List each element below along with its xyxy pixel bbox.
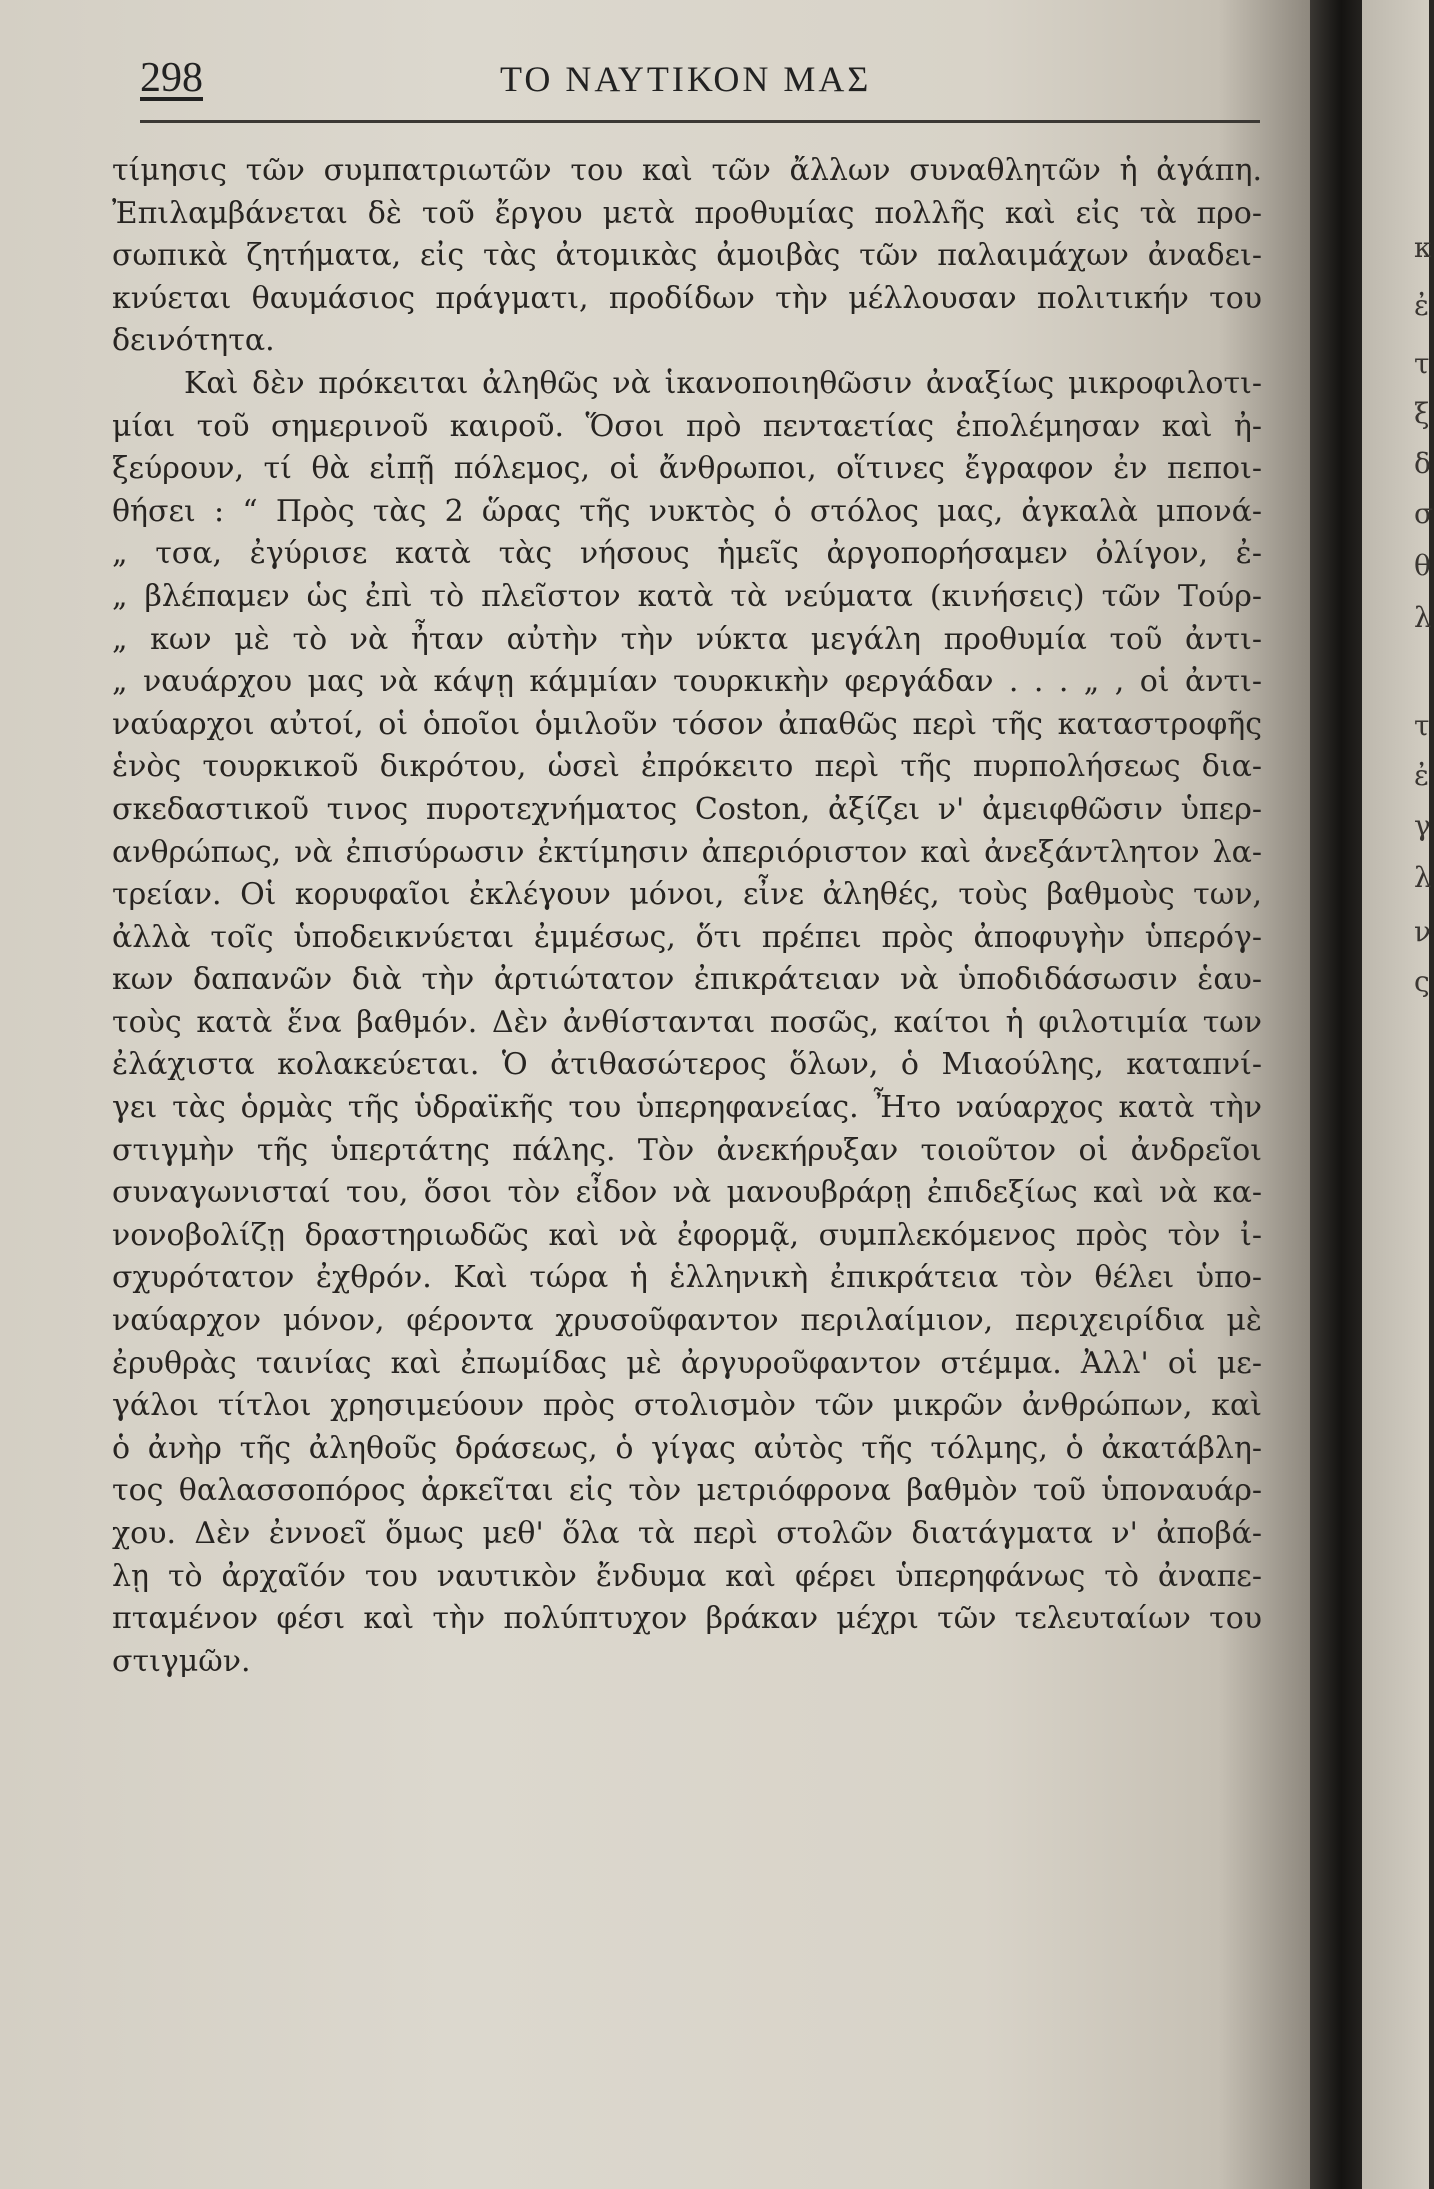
- facing-page-letter: τ: [1414, 347, 1430, 380]
- page-header: [140, 54, 1260, 110]
- text-line: γάλοι τίτλοι χρησιμεύουν πρὸς στολισμὸν τῶν μικρῶν ἀνθρώπων, καὶ: [112, 1388, 1262, 1424]
- text-line: σωπικὰ ζητήματα, εἰς τὰς ἀτομικὰς ἀμοιβὰς τῶν παλαιμάχων ἀναδει-: [112, 238, 1262, 274]
- text-line: τίμησις τῶν συμπατριωτῶν του καὶ τῶν ἄλλων συναθλητῶν ἡ ἀγάπη.: [112, 153, 1262, 188]
- page-number: 298: [140, 55, 203, 101]
- text-line: συναγωνισταί του, ὅσοι τὸν εἶδον νὰ μανουβράρῃ ἐπιδεξίως καὶ νὰ κα-: [112, 1175, 1262, 1211]
- facing-page-letter: λ: [1414, 601, 1432, 634]
- facing-page-letter: σ: [1414, 497, 1434, 530]
- text-line: στιγμῶν.: [112, 1643, 251, 1679]
- text-line: κνύεται θαυμάσιος πράγματι, προδίδων τὴν μέλλουσαν πολιτικήν του: [112, 280, 1262, 316]
- text-line: ανθρώπως, νὰ ἐπισύρωσιν ἐκτίμησιν ἀπεριόριστον καὶ ἀνεξάντλητον λα-: [112, 834, 1262, 870]
- text-line: ναύαρχοι αὐτοί, οἱ ὁποῖοι ὁμιλοῦν τόσον ἀπαθῶς περὶ τῆς καταστροφῆς: [112, 706, 1262, 742]
- text-line: σκεδαστικοῦ τινος πυροτεχνήματος Coston, ἀξίζει ν' ἀμειφθῶσιν ὑπερ-: [112, 791, 1262, 827]
- text-line: τοὺς κατὰ ἕνα βαθμόν. Δὲν ἀνθίστανται ποσῶς, καίτοι ἡ φιλοτιμία των: [112, 1004, 1262, 1040]
- facing-page-letter: γ: [1414, 809, 1431, 842]
- text-line: Καὶ δὲν πρόκειται ἀληθῶς νὰ ἱκανοποιηθῶσιν ἀναξίως μικροφιλοτι-: [184, 365, 1262, 401]
- facing-page-letter: ἐ: [1414, 759, 1430, 792]
- text-line: ὁ ἀνὴρ τῆς ἀληθοῦς δράσεως, ὁ γίγας αὐτὸς τῆς τόλμης, ὁ ἀκατάβλη-: [112, 1430, 1262, 1466]
- facing-page-letter: κ: [1414, 231, 1432, 264]
- text-line: δεινότητα.: [112, 323, 275, 359]
- facing-page-letter: ν: [1414, 915, 1432, 948]
- facing-page-letter: δ: [1414, 447, 1431, 480]
- running-title: ΤΟ ΝΑΥΤΙΚΟΝ ΜΑΣ: [500, 59, 872, 99]
- text-line: „ βλέπαμεν ὡς ἐπὶ τὸ πλεῖστον κατὰ τὰ νεύματα (κινήσεις) τῶν Τούρ-: [112, 578, 1262, 614]
- text-line: ἐρυθρὰς ταινίας καὶ ἐπωμίδας μὲ ἀργυροῦφαντον στέμμα. Ἀλλ' οἱ με-: [112, 1345, 1262, 1381]
- text-line: ξεύρουν, τί θὰ εἰπῇ πόλεμος, οἱ ἄνθρωποι, οἵτινες ἔγραφον ἐν πεποι-: [112, 451, 1262, 487]
- text-line: κων δαπανῶν διὰ τὴν ἀρτιώτατον ἐπικράτειαν νὰ ὑποδιδάσωσιν ἑαυ-: [112, 962, 1262, 998]
- text-line: στιγμὴν τῆς ὑπερτάτης πάλης. Τὸν ἀνεκήρυξαν τοιοῦτον οἱ ἀνδρεῖοι: [112, 1132, 1262, 1168]
- text-line: ἑνὸς τουρκικοῦ δικρότου, ὡσεὶ ἐπρόκειτο περὶ τῆς πυρπολήσεως δια-: [112, 749, 1262, 785]
- facing-page-letter: ἐ: [1414, 289, 1430, 322]
- body-text: [112, 150, 1262, 1683]
- text-line: „ ναυάρχου μας νὰ κάψῃ κάμμίαν τουρκικὴν φεργάδαν . . . „ , οἱ ἀντι-: [112, 664, 1262, 700]
- text-line: σχυρότατον ἐχθρόν. Καὶ τώρα ἡ ἑλληνικὴ ἐπικράτεια τὸν θέλει ὑπο-: [112, 1260, 1262, 1296]
- text-line: ἀλλὰ τοῖς ὑποδεικνύεται ἐμμέσως, ὅτι πρέπει πρὸς ἀποφυγὴν ὑπερόγ-: [112, 919, 1262, 955]
- text-line: μίαι τοῦ σημερινοῦ καιροῦ. Ὅσοι πρὸ πενταετίας ἐπολέμησαν καὶ ἠ-: [112, 408, 1262, 444]
- text-line: νονοβολίζῃ δραστηριωδῶς καὶ νὰ ἐφορμᾷ, συμπλεκόμενος πρὸς τὸν ἰ-: [112, 1217, 1262, 1253]
- text-line: θήσει : “ Πρὸς τὰς 2 ὥρας τῆς νυκτὸς ὁ στόλος μας, ἀγκαλὰ μπονά-: [112, 493, 1262, 529]
- text-line: ἐλάχιστα κολακεύεται. Ὁ ἀτιθασώτερος ὅλων, ὁ Μιαούλης, καταπνί-: [112, 1047, 1262, 1083]
- text-line: ναύαρχον μόνον, φέροντα χρυσοῦφαντον περιλαίμιον, περιχειρίδια μὲ: [112, 1303, 1262, 1339]
- facing-page-letter: τ: [1414, 709, 1430, 742]
- facing-page-letter: ξ: [1414, 397, 1430, 430]
- text-line: τος θαλασσοπόρος ἀρκεῖται εἰς τὸν μετριόφρονα βαθμὸν τοῦ ὑποναυάρ-: [112, 1473, 1262, 1509]
- text-line: λῃ τὸ ἀρχαῖόν του ναυτικὸν ἔνδυμα καὶ φέρει ὑπερηφάνως τὸ ἀναπε-: [112, 1558, 1262, 1594]
- text-line: „ τσα, ἐγύρισε κατὰ τὰς νήσους ἡμεῖς ἀργοπορήσαμεν ὀλίγον, ἐ-: [112, 536, 1262, 572]
- facing-page-edge: [1362, 0, 1434, 2189]
- text-line: τρείαν. Οἱ κορυφαῖοι ἐκλέγουν μόνοι, εἶνε ἀληθές, τοὺς βαθμοὺς των,: [112, 877, 1262, 913]
- facing-page-letter: λ: [1414, 861, 1432, 894]
- text-line: γει τὰς ὁρμὰς τῆς ὑδραϊκῆς του ὑπερηφανείας. Ἦτο ναύαρχος κατὰ τὴν: [112, 1090, 1262, 1126]
- facing-page-letter: ς: [1414, 965, 1430, 998]
- text-line: Ἐπιλαμβάνεται δὲ τοῦ ἔργου μετὰ προθυμίας πολλῆς καὶ εἰς τὰ προ-: [112, 195, 1262, 231]
- header-rule: [140, 120, 1260, 123]
- text-line: πταμένον φέσι καὶ τὴν πολύπτυχον βράκαν μέχρι τῶν τελευταίων του: [112, 1601, 1262, 1637]
- text-line: „ κων μὲ τὸ νὰ ἦταν αὐτὴν τὴν νύκτα μεγάλη προθυμία τοῦ ἀντι-: [112, 621, 1262, 657]
- book-gutter: [1310, 0, 1362, 2189]
- text-line: χου. Δὲν ἐννοεῖ ὅμως μεθ' ὅλα τὰ περὶ στολῶν διατάγματα ν' ἀποβά-: [112, 1516, 1262, 1551]
- facing-page-letter: θ: [1414, 549, 1431, 582]
